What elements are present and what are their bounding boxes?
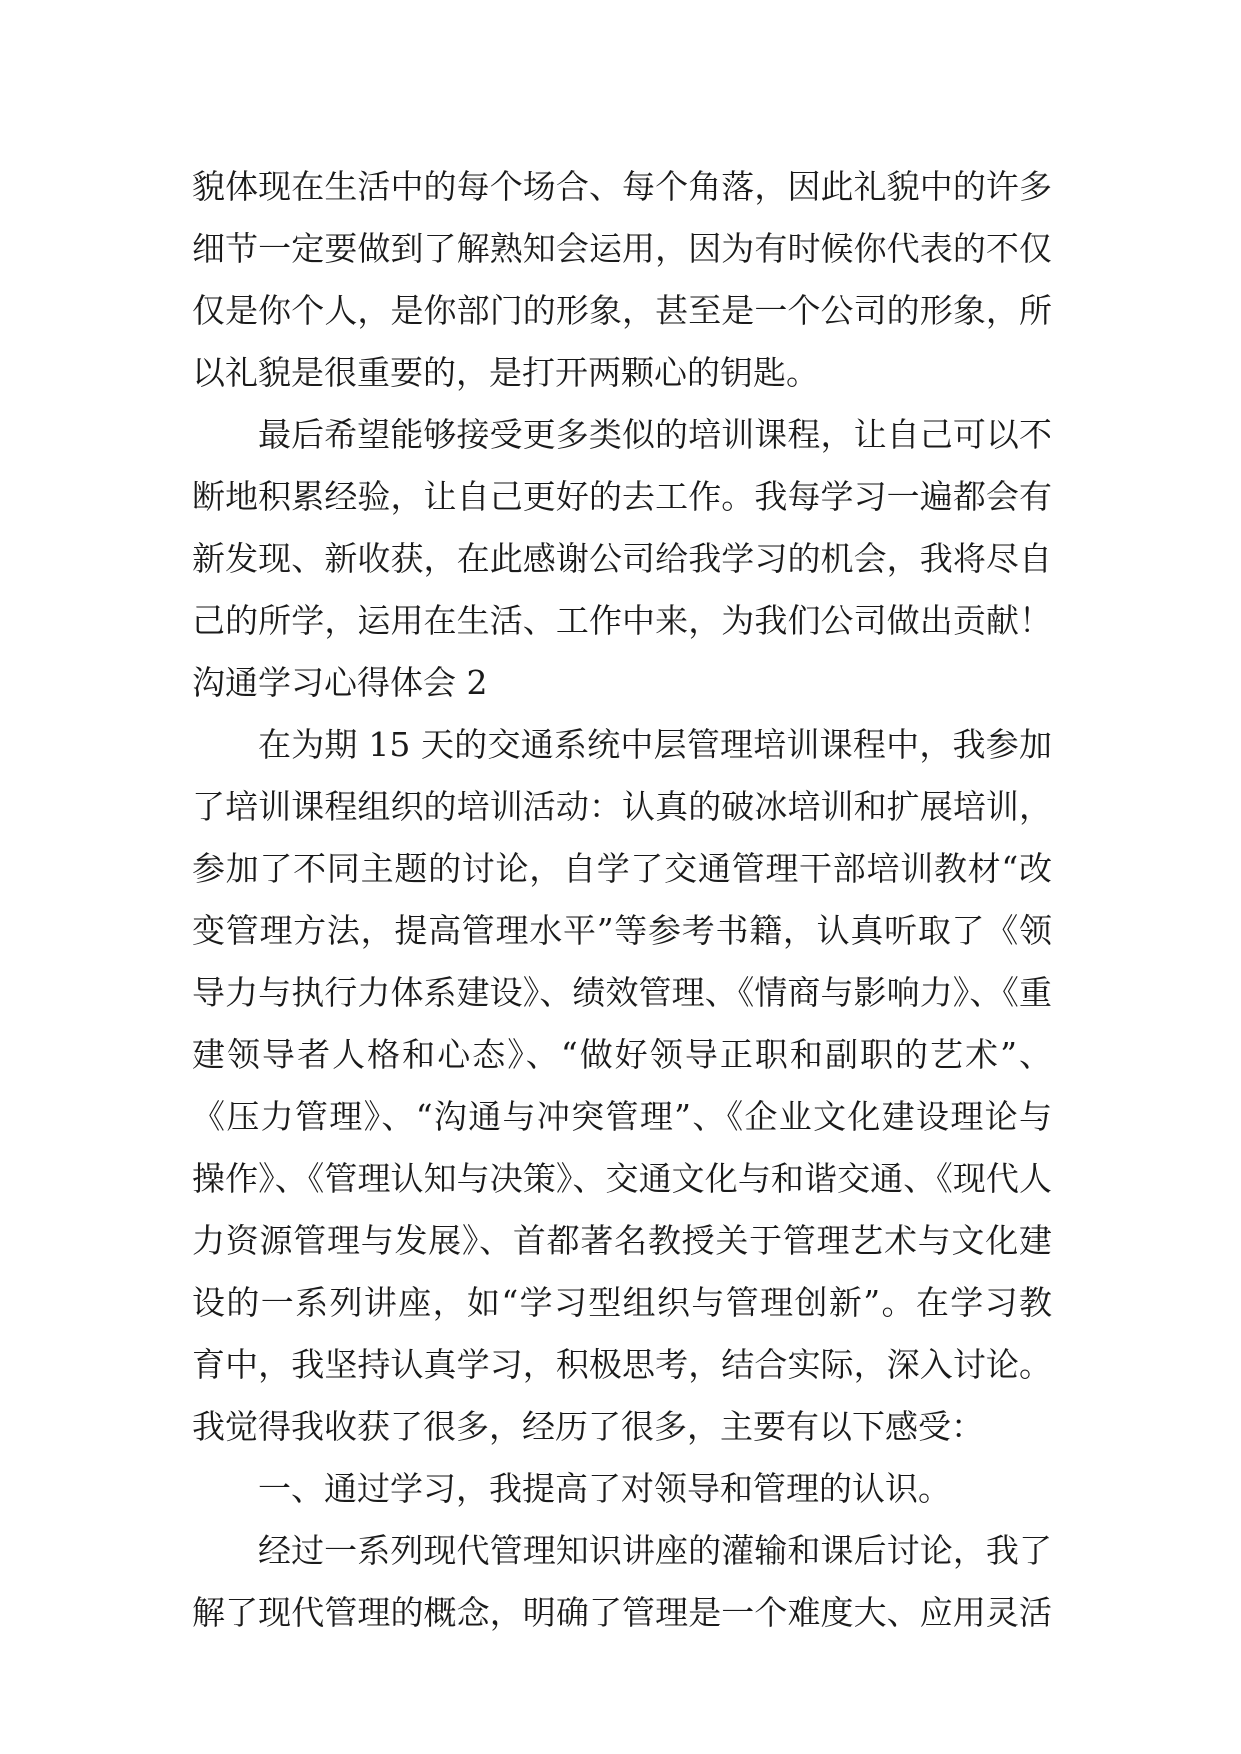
- text-line: 细节一定要做到了解熟知会运用，因为有时候你代表的不仅: [192, 229, 1052, 268]
- section-heading: 沟通学习心得体会 2: [192, 663, 488, 702]
- text-line: 己的所学，运用在生活、工作中来，为我们公司做出贡献！: [192, 601, 1052, 640]
- text-line: 我觉得我收获了很多，经历了很多，主要有以下感受：: [192, 1407, 984, 1446]
- text-line: 最后希望能够接受更多类似的培训课程，让自己可以不: [258, 415, 1052, 454]
- text-line: 解了现代管理的概念，明确了管理是一个难度大、应用灵活: [192, 1593, 1052, 1632]
- text-line: 貌体现在生活中的每个场合、每个角落，因此礼貌中的许多: [192, 167, 1052, 206]
- text-line: 一、通过学习，我提高了对领导和管理的认识。: [258, 1469, 951, 1508]
- text-line: 参加了不同主题的讨论，自学了交通管理干部培训教材“改: [192, 849, 1052, 888]
- text-line: 新发现、新收获，在此感谢公司给我学习的机会，我将尽自: [192, 539, 1052, 578]
- text-line: 变管理方法，提高管理水平”等参考书籍，认真听取了《领: [192, 911, 1052, 950]
- text-line: 力资源管理与发展》、首都著名教授关于管理艺术与文化建: [192, 1221, 1052, 1260]
- text-line: 操作》、《管理认知与决策》、交通文化与和谐交通、《现代人: [192, 1159, 1052, 1198]
- text-line: 仅是你个人，是你部门的形象，甚至是一个公司的形象，所: [192, 291, 1052, 330]
- text-line: 《压力管理》、“沟通与冲突管理”、《企业文化建设理论与: [192, 1097, 1052, 1136]
- text-line: 了培训课程组织的培训活动：认真的破冰培训和扩展培训，: [192, 787, 1052, 826]
- text-line: 经过一系列现代管理知识讲座的灌输和课后讨论，我了: [258, 1531, 1052, 1570]
- text-line: 设的一系列讲座，如“学习型组织与管理创新”。在学习教: [192, 1283, 1052, 1322]
- text-line: 断地积累经验，让自己更好的去工作。我每学习一遍都会有: [192, 477, 1052, 516]
- text-line: 育中，我坚持认真学习，积极思考，结合实际，深入讨论。: [192, 1345, 1052, 1384]
- text-line: 建领导者人格和心态》、“做好领导正职和副职的艺术”、: [192, 1035, 1052, 1074]
- text-line: 以礼貌是很重要的，是打开两颗心的钥匙。: [192, 353, 819, 392]
- text-line: 在为期 15 天的交通系统中层管理培训课程中，我参加: [258, 725, 1052, 764]
- document-body: [192, 156, 1052, 1644]
- text-line: 导力与执行力体系建设》、绩效管理、《情商与影响力》、《重: [192, 973, 1052, 1012]
